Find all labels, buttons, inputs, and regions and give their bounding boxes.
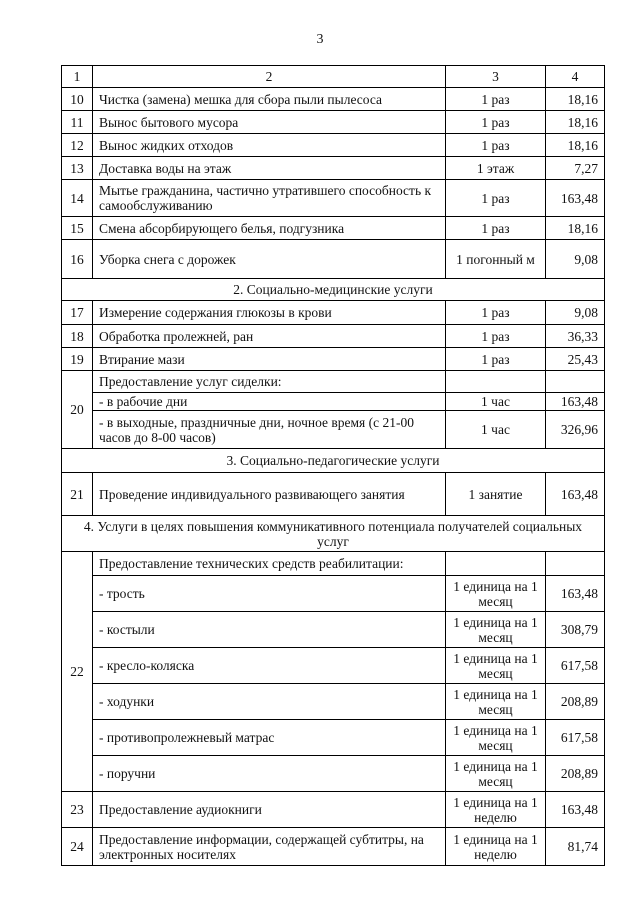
page-number: 3 — [316, 32, 324, 47]
table-row — [62, 325, 605, 348]
service-name: Смена абсорбирующего белья, подгузника — [93, 217, 446, 240]
empty-cell — [446, 552, 546, 576]
service-name: - трость — [93, 576, 446, 612]
service-price: 208,89 — [546, 756, 605, 792]
table-subrow — [62, 756, 605, 792]
table-row — [62, 371, 605, 393]
table-row — [62, 792, 605, 828]
service-price: 163,48 — [546, 792, 605, 828]
section-heading-communicative: 4. Услуги в целях повышения коммуникативного потенциала получателей социальных услуг — [62, 516, 605, 552]
service-name: - костыли — [93, 612, 446, 648]
row-number: 23 — [62, 792, 93, 828]
service-price: 18,16 — [546, 111, 605, 134]
service-price: 163,48 — [546, 393, 605, 411]
header-col-4: 4 — [546, 66, 605, 88]
service-name: Вынос жидких отходов — [93, 134, 446, 157]
table-row — [62, 111, 605, 134]
service-unit: 1 единица на 1 месяц — [446, 576, 546, 612]
table-subrow — [62, 612, 605, 648]
service-price: 208,89 — [546, 684, 605, 720]
service-price: 36,33 — [546, 325, 605, 348]
empty-cell — [546, 552, 605, 576]
service-price: 9,08 — [546, 240, 605, 279]
service-name: Измерение содержания глюкозы в крови — [93, 301, 446, 325]
service-price: 7,27 — [546, 157, 605, 180]
service-unit: 1 единица на 1 месяц — [446, 720, 546, 756]
header-col-2: 2 — [93, 66, 446, 88]
service-unit: 1 час — [446, 393, 546, 411]
service-price: 25,43 — [546, 348, 605, 371]
table-row — [62, 473, 605, 516]
service-name: Втирание мази — [93, 348, 446, 371]
table-subrow — [62, 576, 605, 612]
service-name: - ходунки — [93, 684, 446, 720]
row-number: 11 — [62, 111, 93, 134]
service-price: 18,16 — [546, 217, 605, 240]
service-price: 18,16 — [546, 134, 605, 157]
service-price: 617,58 — [546, 720, 605, 756]
service-unit: 1 этаж — [446, 157, 546, 180]
service-name: Проведение индивидуального развивающего занятия — [93, 473, 446, 516]
service-price: 163,48 — [546, 473, 605, 516]
header-col-1: 1 — [62, 66, 93, 88]
service-price: 163,48 — [546, 576, 605, 612]
section-row — [62, 449, 605, 473]
service-unit: 1 единица на 1 неделю — [446, 792, 546, 828]
service-price: 326,96 — [546, 411, 605, 449]
row-number: 16 — [62, 240, 93, 279]
header-col-3: 3 — [446, 66, 546, 88]
services-price-table — [61, 65, 605, 866]
service-name: Вынос бытового мусора — [93, 111, 446, 134]
row-number: 12 — [62, 134, 93, 157]
row-number: 20 — [62, 371, 93, 449]
table-row — [62, 134, 605, 157]
table-row — [62, 217, 605, 240]
table-row — [62, 828, 605, 866]
row-number: 10 — [62, 88, 93, 111]
service-name: Чистка (замена) мешка для сбора пыли пылесоса — [93, 88, 446, 111]
service-group-title: Предоставление технических средств реабилитации: — [93, 552, 446, 576]
service-price: 163,48 — [546, 180, 605, 217]
table-row — [62, 88, 605, 111]
service-unit: 1 занятие — [446, 473, 546, 516]
service-name: - поручни — [93, 756, 446, 792]
empty-cell — [446, 371, 546, 393]
service-name: Обработка пролежней, ран — [93, 325, 446, 348]
section-heading-pedagogical: 3. Социально-педагогические услуги — [62, 449, 605, 473]
service-unit: 1 единица на 1 месяц — [446, 684, 546, 720]
row-number: 17 — [62, 301, 93, 325]
service-unit: 1 единица на 1 неделю — [446, 828, 546, 866]
section-heading-medical: 2. Социально-медицинские услуги — [62, 279, 605, 301]
service-unit: 1 погонный м — [446, 240, 546, 279]
service-price: 18,16 — [546, 88, 605, 111]
service-price: 308,79 — [546, 612, 605, 648]
row-number: 19 — [62, 348, 93, 371]
table-header-row — [62, 66, 605, 88]
service-unit: 1 час — [446, 411, 546, 449]
service-name: Мытье гражданина, частично утратившего способность к самообслуживанию — [93, 180, 446, 217]
table-row — [62, 157, 605, 180]
service-price: 617,58 — [546, 648, 605, 684]
service-unit: 1 раз — [446, 134, 546, 157]
service-unit: 1 единица на 1 месяц — [446, 612, 546, 648]
table-subrow — [62, 684, 605, 720]
service-unit: 1 раз — [446, 180, 546, 217]
empty-cell — [546, 371, 605, 393]
service-name: - в выходные, праздничные дни, ночное время (с 21-00 часов до 8-00 часов) — [93, 411, 446, 449]
service-price: 9,08 — [546, 301, 605, 325]
table-subrow — [62, 720, 605, 756]
service-unit: 1 раз — [446, 301, 546, 325]
service-unit: 1 единица на 1 месяц — [446, 756, 546, 792]
table-row — [62, 180, 605, 217]
service-unit: 1 раз — [446, 88, 546, 111]
service-unit: 1 раз — [446, 217, 546, 240]
service-unit: 1 раз — [446, 111, 546, 134]
row-number: 22 — [62, 552, 93, 792]
table-row — [62, 301, 605, 325]
service-group-title: Предоставление услуг сиделки: — [93, 371, 446, 393]
table-row — [62, 348, 605, 371]
service-name: - в рабочие дни — [93, 393, 446, 411]
table-subrow — [62, 393, 605, 411]
row-number: 18 — [62, 325, 93, 348]
service-unit: 1 единица на 1 месяц — [446, 648, 546, 684]
row-number: 13 — [62, 157, 93, 180]
table-subrow — [62, 411, 605, 449]
row-number: 24 — [62, 828, 93, 866]
service-unit: 1 раз — [446, 325, 546, 348]
service-name: - кресло-коляска — [93, 648, 446, 684]
service-name: Предоставление информации, содержащей субтитры, на электронных носителях — [93, 828, 446, 866]
service-name: - противопролежневый матрас — [93, 720, 446, 756]
table-row — [62, 240, 605, 279]
table-row — [62, 552, 605, 576]
table-subrow — [62, 648, 605, 684]
service-name: Уборка снега с дорожек — [93, 240, 446, 279]
service-name: Предоставление аудиокниги — [93, 792, 446, 828]
row-number: 14 — [62, 180, 93, 217]
service-name: Доставка воды на этаж — [93, 157, 446, 180]
row-number: 15 — [62, 217, 93, 240]
row-number: 21 — [62, 473, 93, 516]
service-price: 81,74 — [546, 828, 605, 866]
section-row — [62, 516, 605, 552]
section-row — [62, 279, 605, 301]
service-unit: 1 раз — [446, 348, 546, 371]
